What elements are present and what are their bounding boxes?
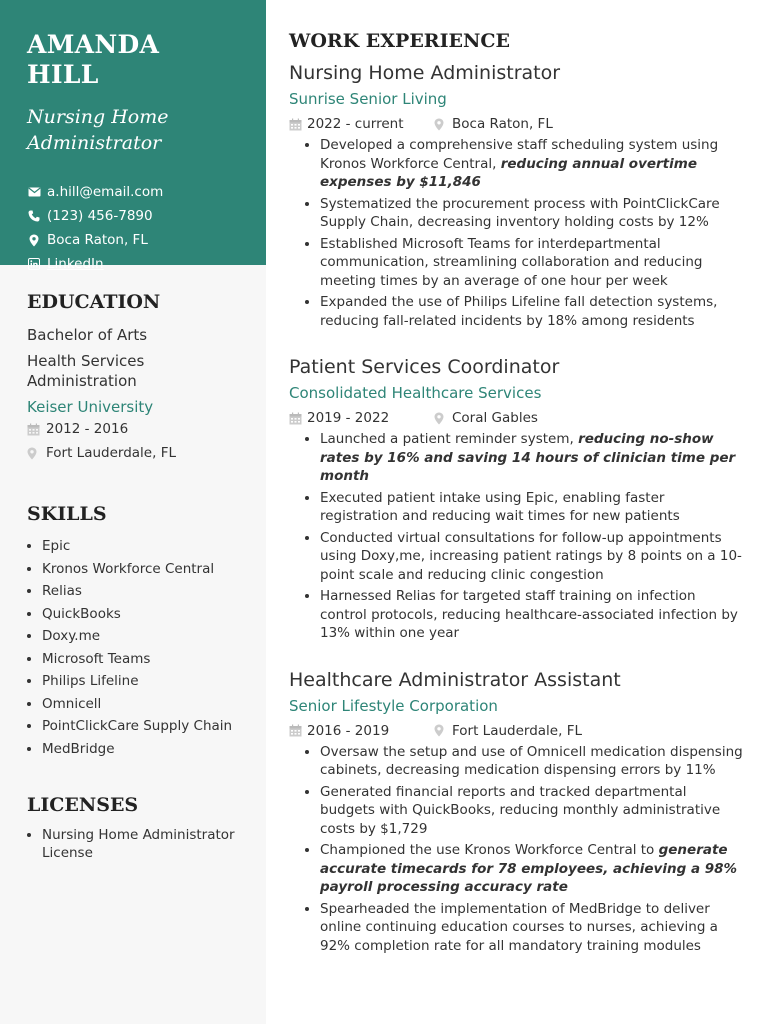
bullet-text: Executed patient intake using Epic, enabling faster registration and reducing wait times for new patients [320,489,680,524]
job-bullet [320,587,744,643]
job-location [434,723,582,739]
main-content [266,0,768,1024]
skill-item: • Epic [42,535,239,558]
job-meta [289,406,744,430]
calendar-icon [289,724,302,737]
job-bullets [289,136,744,330]
skill-item: • QuickBooks [42,603,239,626]
bullet-text: Generated financial reports and tracked departmental budgets with QuickBooks, reducing monthly administrative costs by $1,729 [320,783,721,837]
email-text: a.hill@email.com [47,184,164,200]
calendar-icon [27,423,40,436]
skills-section [0,503,266,760]
job-meta [289,719,744,743]
company-name: Senior Lifestyle Corporation [289,696,498,715]
bullet-text: Established Microsoft Teams for interdepartmental communication, streamlining collaboration and reducing meeting times by an average of one hour per week [320,235,703,289]
bullet-text: Systematized the procurement process with PointClickCare Supply Chain, decreasing inventory holding costs by 12% [320,195,720,230]
contact-linkedin[interactable] [27,252,239,276]
map-pin-icon [434,412,447,425]
contact-location [27,228,239,252]
licenses-list [27,826,239,862]
linkedin-icon [27,257,41,271]
job-dates [289,410,434,426]
contact-phone[interactable] [27,204,239,228]
skill-item: • Philips Lifeline [42,670,239,693]
licenses-section [0,794,266,862]
job-bullet [320,489,744,526]
job-dates [289,723,434,739]
school-name: Keiser University [27,398,154,416]
education-section [0,291,266,465]
contact-email[interactable] [27,180,239,204]
job-dates-text: 2019 - 2022 [307,410,390,426]
job-location [434,116,553,132]
job-bullets [289,430,744,643]
degree-line-2: Health Services Administration [27,352,145,390]
calendar-icon [289,118,302,131]
jobs-list [289,60,744,955]
bullet-text: Oversaw the setup and use of Omnicell medication dispensing cabinets, decreasing medication dispensing errors by 11% [320,743,743,778]
job-dates [289,116,434,132]
company-name: Consolidated Healthcare Services [289,384,542,402]
job-bullet [320,430,744,486]
map-pin-icon [27,447,40,460]
skills-heading: SKILLS [27,503,107,525]
degree-line-1: Bachelor of Arts [27,326,148,344]
job-entry [289,667,744,956]
bullet-text: Developed a comprehensive staff scheduling system using Kronos Workforce Central, [320,137,719,172]
job-bullet [320,841,744,897]
candidate-name: AMANDA HILL [27,30,160,89]
bullet-text: Launched a patient reminder system, [320,431,579,447]
skill-item: • Omnicell [42,693,239,716]
phone-icon [27,209,41,223]
map-pin-icon [27,233,41,247]
job-entry [289,354,744,643]
job-entry [289,60,744,330]
bullet-text: Harnessed Relias for targeted staff training on infection control protocols, reducing healthcare-associated infection by 13% within one year [320,588,738,641]
education-dates-text: 2012 - 2016 [46,421,129,437]
job-title: Nursing Home Administrator [289,62,561,84]
sidebar [0,0,266,1024]
education-dates [27,417,239,441]
linkedin-link[interactable]: LinkedIn [47,256,104,272]
job-title: Patient Services Coordinator [289,356,560,378]
candidate-title: Nursing Home Administrator [27,106,169,154]
bullet-emphasis: reducing annual overtime expenses by $11,846 [320,155,697,190]
job-bullets [289,743,744,956]
job-meta [289,112,744,136]
contact-info [27,180,239,276]
job-title: Healthcare Administrator Assistant [289,668,621,691]
calendar-icon [289,412,302,425]
bullet-text: Spearheaded the implementation of MedBridge to deliver online continuing education courses to nurses, achieving a 92% completion rate for all mandatory training modules [320,900,718,954]
education-heading: EDUCATION [27,291,161,313]
job-bullet [320,529,744,585]
work-experience-heading: WORK EXPERIENCE [289,30,510,52]
skill-item: • MedBridge [42,738,239,761]
skill-item: • Microsoft Teams [42,648,239,671]
skills-list [27,535,239,760]
envelope-icon [27,185,41,199]
licenses-heading: LICENSES [27,794,139,816]
skill-item: • Doxy.me [42,625,239,648]
bullet-emphasis: reducing no-show rates by 16% and saving 14 hours of clinician time per month [320,431,736,484]
job-bullet [320,195,744,232]
education-location [27,441,239,465]
job-location-text: Fort Lauderdale, FL [452,722,582,739]
map-pin-icon [434,118,447,131]
bullet-emphasis: generate accurate timecards for 78 employees, achieving a 98% payroll processing accuracy rate [320,842,738,895]
skill-item: • Relias [42,580,239,603]
job-bullet [320,743,744,780]
job-bullet [320,783,744,839]
map-pin-icon [434,724,447,737]
job-location-text: Coral Gables [452,410,538,426]
location-text: Boca Raton, FL [47,232,148,248]
job-location-text: Boca Raton, FL [452,116,553,132]
job-bullet [320,900,744,956]
education-location-text: Fort Lauderdale, FL [46,445,176,461]
license-item: • Nursing Home Administrator License [42,826,239,862]
bullet-text: Conducted virtual consultations for follow-up appointments using Doxy,me, increasing patient ratings by 8 points on a 10-point scale and reducing clinic congestion [320,529,742,583]
job-bullet [320,235,744,291]
bullet-text: Championed the use Kronos Workforce Central to [320,842,659,858]
profile-header [0,0,266,272]
job-dates-text: 2022 - current [307,116,404,132]
job-location [434,410,538,426]
company-name: Sunrise Senior Living [289,90,447,108]
job-bullet [320,136,744,192]
bullet-text: Expanded the use of Philips Lifeline fall detection systems, reducing fall-related incidents by 18% among residents [320,294,718,329]
job-dates-text: 2016 - 2019 [307,722,390,739]
skill-item: • Kronos Workforce Central [42,558,239,581]
job-bullet [320,293,744,330]
skill-item: • PointClickCare Supply Chain [42,715,239,738]
phone-text: (123) 456-7890 [47,208,153,224]
